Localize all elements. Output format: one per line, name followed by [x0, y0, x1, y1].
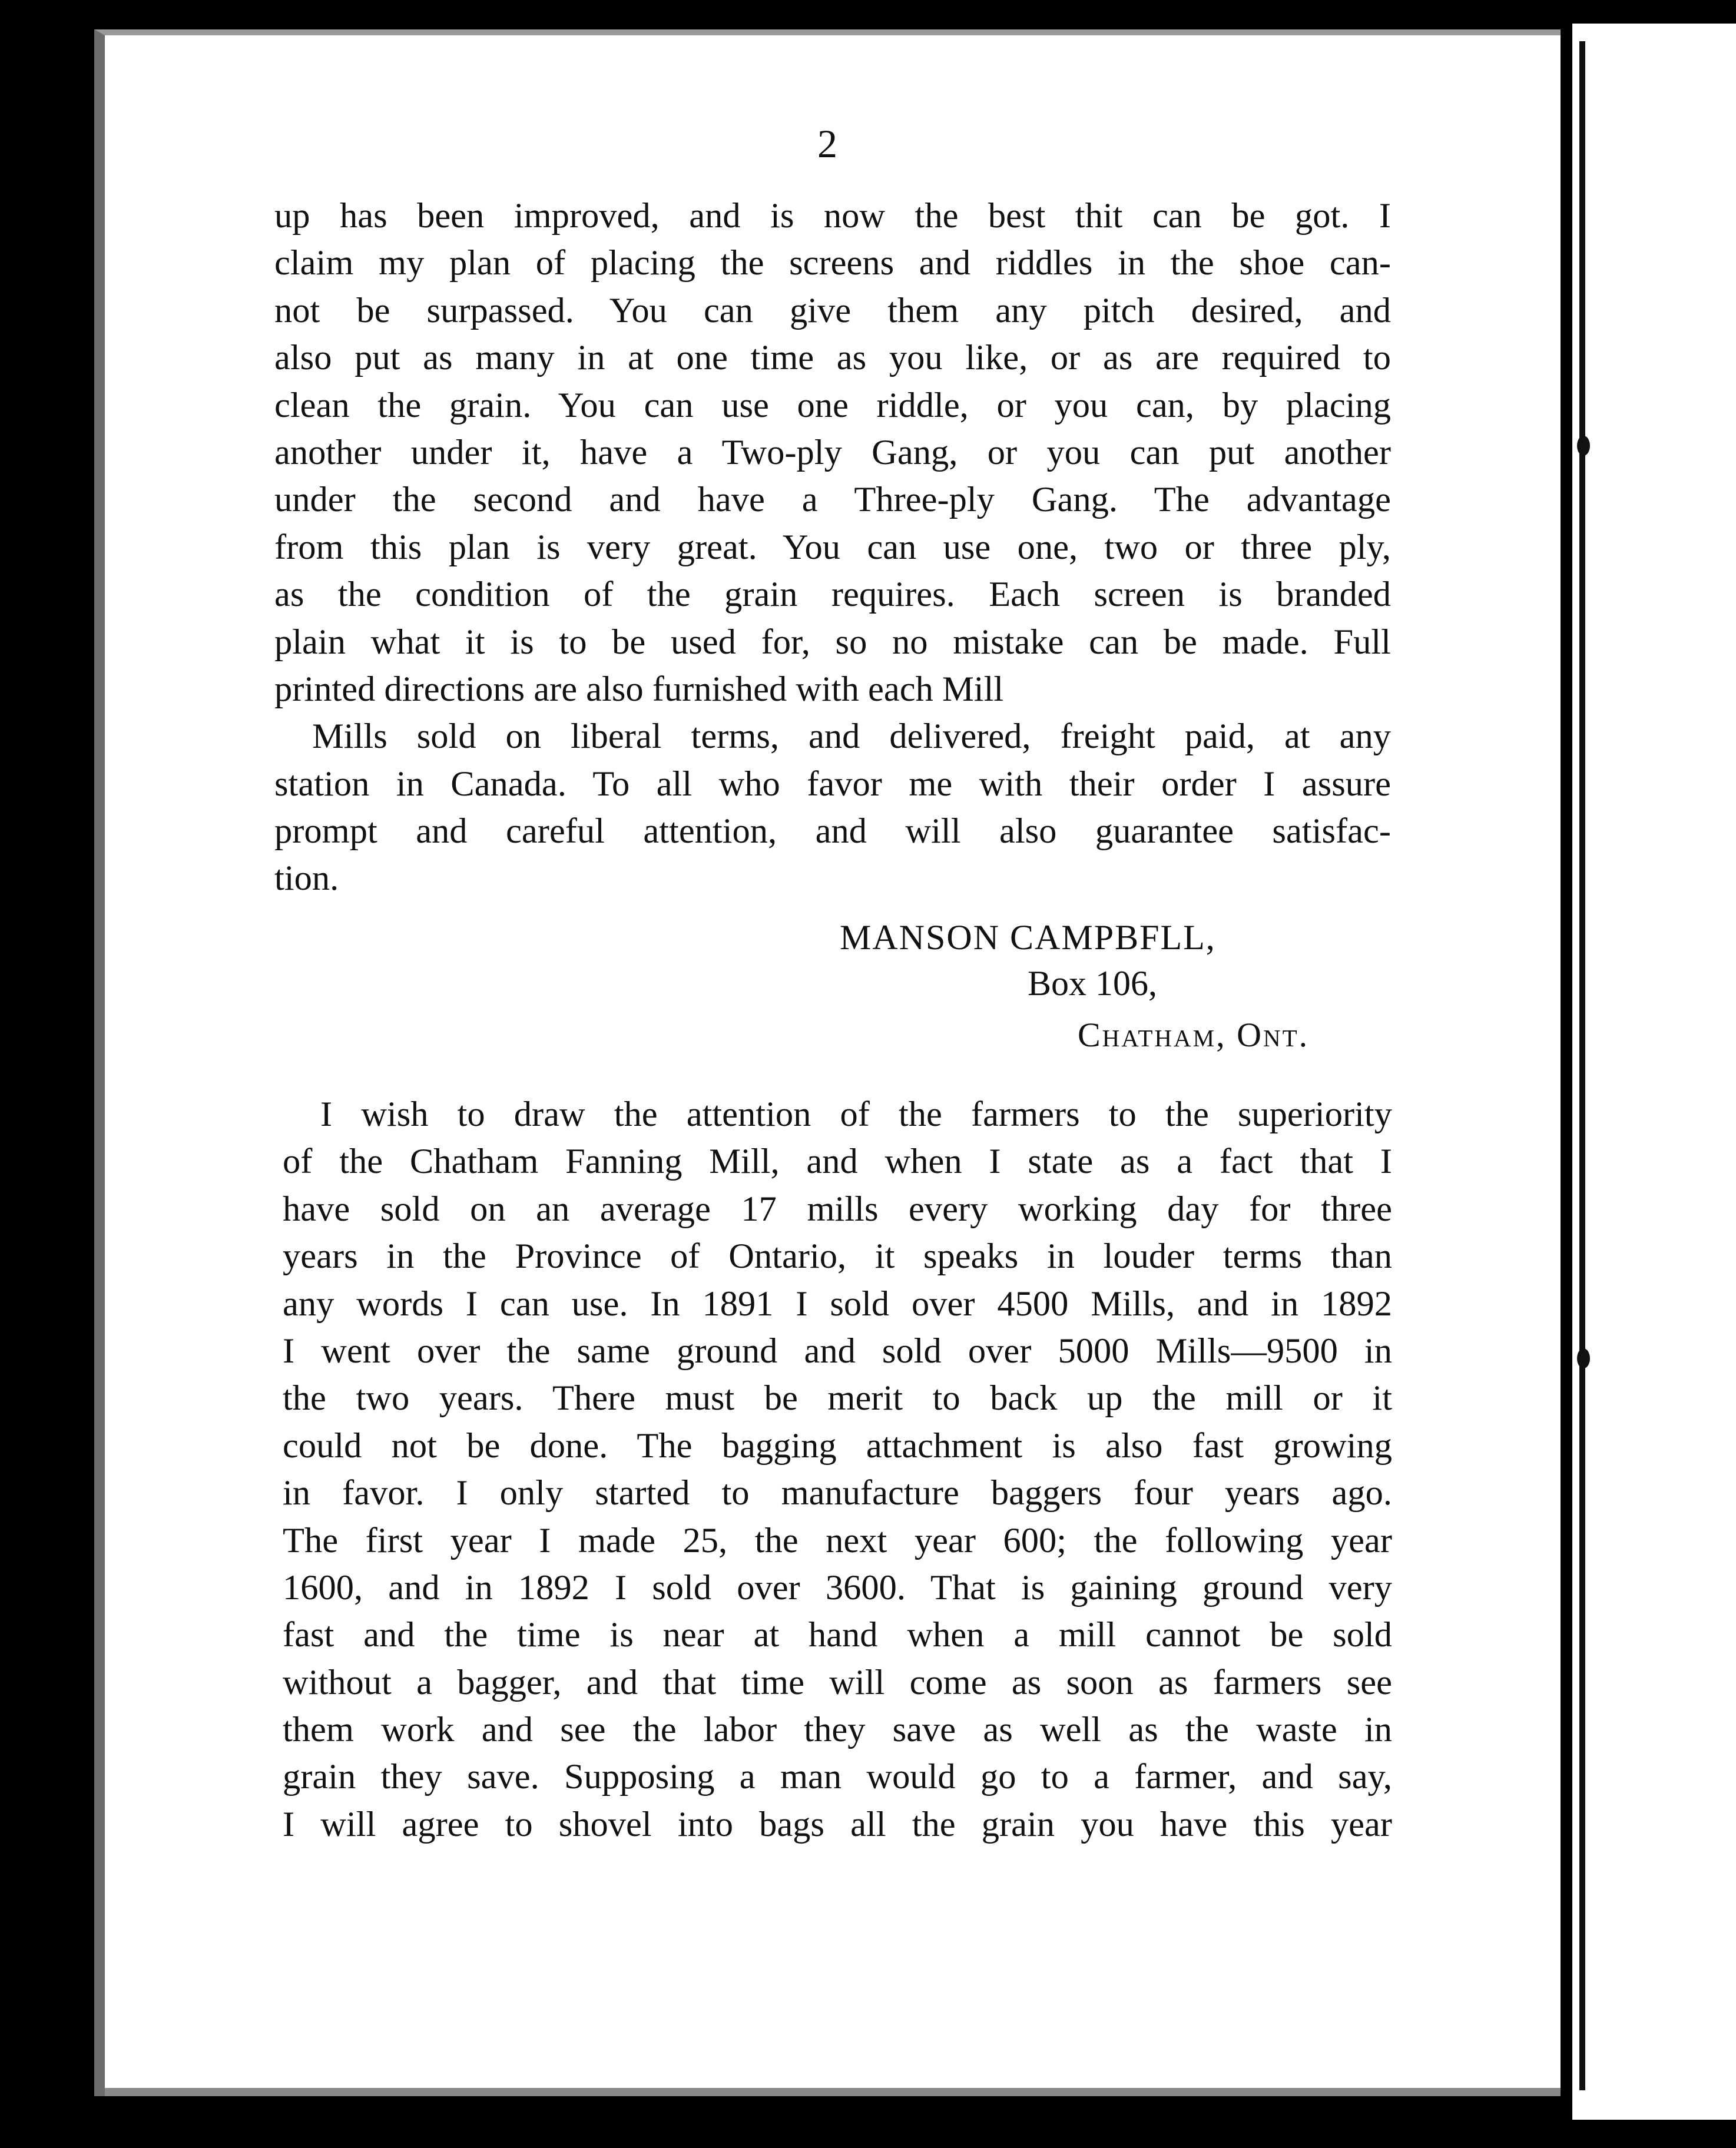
- text-line: in favor. I only started to manufacture baggers four years ago.: [283, 1473, 1392, 1513]
- adjacent-page-edge: [1572, 24, 1736, 2120]
- page-number: 2: [817, 121, 837, 166]
- text-line: clean the grain. You can use one riddle, or you can, by placing: [274, 385, 1391, 425]
- text-line: not be surpassed. You can give them any pitch desired, and: [274, 290, 1391, 330]
- text-line: could not be done. The bagging attachment is also fast growing: [283, 1426, 1392, 1466]
- body-text-lower: [283, 1091, 1392, 1848]
- text-line: them work and see the labor they save as well as the waste in: [283, 1710, 1392, 1750]
- text-line: the two years. There must be merit to back up the mill or it: [283, 1378, 1392, 1418]
- text-line: any words I can use. In 1891 I sold over 4500 Mills, and in 1892: [283, 1284, 1392, 1324]
- text-line: The first year I made 25, the next year 600; the following year: [283, 1520, 1392, 1560]
- binding-mark: [1577, 1348, 1590, 1368]
- text-line: prompt and careful attention, and will also guarantee satisfac-: [274, 811, 1391, 851]
- signature-city: Chatham, Ont.: [1078, 1016, 1310, 1054]
- text-line: have sold on an average 17 mills every working day for three: [283, 1189, 1392, 1229]
- text-line: without a bagger, and that time will come as soon as farmers see: [283, 1662, 1392, 1702]
- text-line: fast and the time is near at hand when a mill cannot be sold: [283, 1615, 1392, 1655]
- text-line: up has been improved, and is now the best thit can be got. I: [274, 196, 1391, 236]
- binding-mark: [1577, 436, 1590, 456]
- text-line: also put as many in at one time as you like, or as are required to: [274, 338, 1391, 378]
- text-line: 1600, and in 1892 I sold over 3600. That is gaining ground very: [283, 1567, 1392, 1607]
- text-line: printed directions are also furnished with each Mill: [274, 669, 1004, 709]
- text-line: I will agree to shovel into bags all the grain you have this year: [283, 1804, 1392, 1844]
- text-line: from this plan is very great. You can use one, two or three ply,: [274, 527, 1391, 567]
- text-line: claim my plan of placing the screens and riddles in the shoe can-: [274, 243, 1391, 283]
- signature-box: Box 106,: [1028, 964, 1158, 1003]
- text-line: Mills sold on liberal terms, and delivered, freight paid, at any: [312, 717, 1391, 757]
- text-line: I went over the same ground and sold over 5000 Mills—9500 in: [283, 1331, 1392, 1371]
- text-line: as the condition of the grain requires. Each screen is branded: [274, 575, 1391, 615]
- text-line: of the Chatham Fanning Mill, and when I state as a fact that I: [283, 1142, 1392, 1182]
- page-gutter: [1579, 41, 1585, 2090]
- text-line: grain they save. Supposing a man would go to a farmer, and say,: [283, 1757, 1392, 1797]
- text-line: under the second and have a Three-ply Gang. The advantage: [274, 480, 1391, 520]
- signature-name: MANSON CAMPBFLL,: [840, 918, 1216, 957]
- text-line: station in Canada. To all who favor me with their order I assure: [274, 764, 1391, 804]
- text-line: years in the Province of Ontario, it speaks in louder terms than: [283, 1237, 1392, 1277]
- text-line: another under it, have a Two-ply Gang, or you can put another: [274, 432, 1391, 472]
- text-line: tion.: [274, 858, 339, 899]
- text-line: I wish to draw the attention of the farmers to the superiority: [320, 1095, 1392, 1134]
- text-line: plain what it is to be used for, so no mistake can be made. Full: [274, 622, 1391, 662]
- body-text-upper: [274, 193, 1391, 903]
